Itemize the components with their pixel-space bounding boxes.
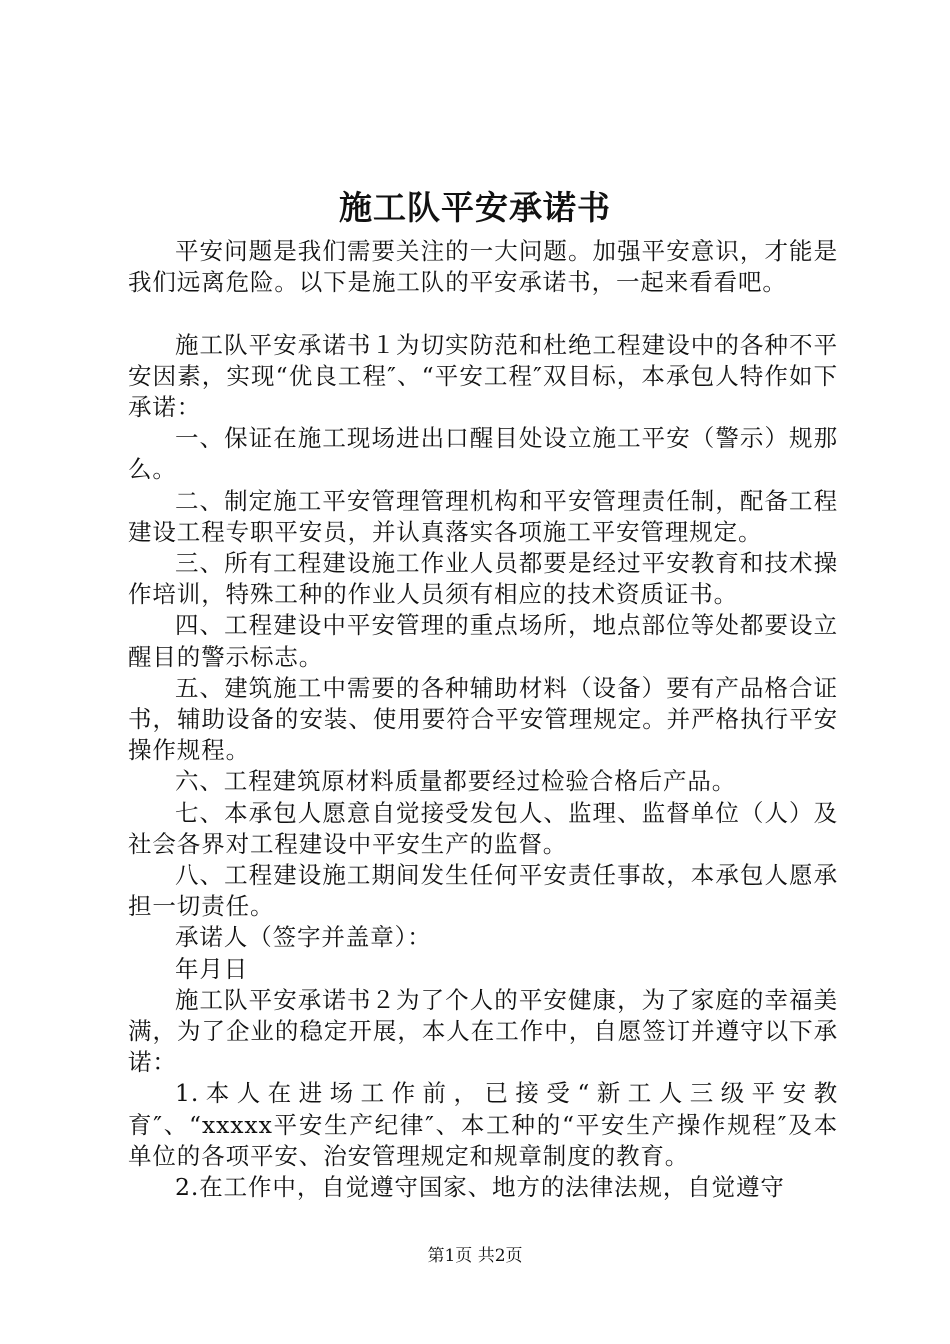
paragraph-pledge-1-intro: 施工队平安承诺书１为切实防范和杜绝工程建设中的各种不平安因素，实现“优良工程″、“平安工程″双目标，本承包人特作如下承诺： xyxy=(128,330,838,421)
page-footer: 第1页 共2页 xyxy=(427,1246,523,1266)
document-title: 施工队平安承诺书 xyxy=(339,188,611,227)
paragraph-pledge-2-item-2: 2.在工作中，自觉遵守国家、地方的法律法规，自觉遵守 xyxy=(175,1173,785,1202)
paragraph-pledge-2-item-1: 1.本人在进场工作前，已接受“新工人三级平安教育″、“xxxxx平安生产纪律″、本工种的“平安生产操作规程″及本单位的各项平安、治安管理规定和规章制度的教育。 xyxy=(128,1079,838,1170)
paragraph-intro: 平安问题是我们需要关注的一大问题。加强平安意识，才能是我们远离危险。以下是施工队的平安承诺书，一起来看看吧。 xyxy=(128,237,838,297)
paragraph-pledge-2-intro: 施工队平安承诺书２为了个人的平安健康，为了家庭的幸福美满，为了企业的稳定开展，本人在工作中，自愿签订并遵守以下承诺： xyxy=(128,985,838,1077)
paragraph-item-1: 一、保证在施工现场进出口醒目处设立施工平安（警示）规那么。 xyxy=(128,424,838,484)
date-line: 年月日 xyxy=(175,954,249,983)
paragraph-item-5: 五、建筑施工中需要的各种辅助材料（设备）要有产品格合证书，辅助设备的安装、使用要符合平安管理规定。并严格执行平安操作规程。 xyxy=(128,673,838,765)
paragraph-item-6: 六、工程建筑原材料质量都要经过检验合格后产品。 xyxy=(175,767,737,796)
document-body xyxy=(128,236,838,1203)
signature-line: 承诺人（签字并盖章）： xyxy=(175,923,432,952)
paragraph-item-8: 八、工程建设施工期间发生任何平安责任事故，本承包人愿承担一切责任。 xyxy=(128,861,838,921)
paragraph-item-7: 七、本承包人愿意自觉接受发包人、监理、监督单位（人）及社会各界对工程建设中平安生产的监督。 xyxy=(128,798,838,858)
paragraph-item-3: 三、所有工程建设施工作业人员都要是经过平安教育和技术操作培训，特殊工种的作业人员须有相应的技术资质证书。 xyxy=(128,549,838,609)
paragraph-item-2: 二、制定施工平安管理管理机构和平安管理责任制，配备工程建设工程专职平安员，并认真落实各项施工平安管理规定。 xyxy=(128,486,838,546)
paragraph-item-4: 四、工程建设中平安管理的重点场所，地点部位等处都要设立醒目的警示标志。 xyxy=(128,611,838,671)
